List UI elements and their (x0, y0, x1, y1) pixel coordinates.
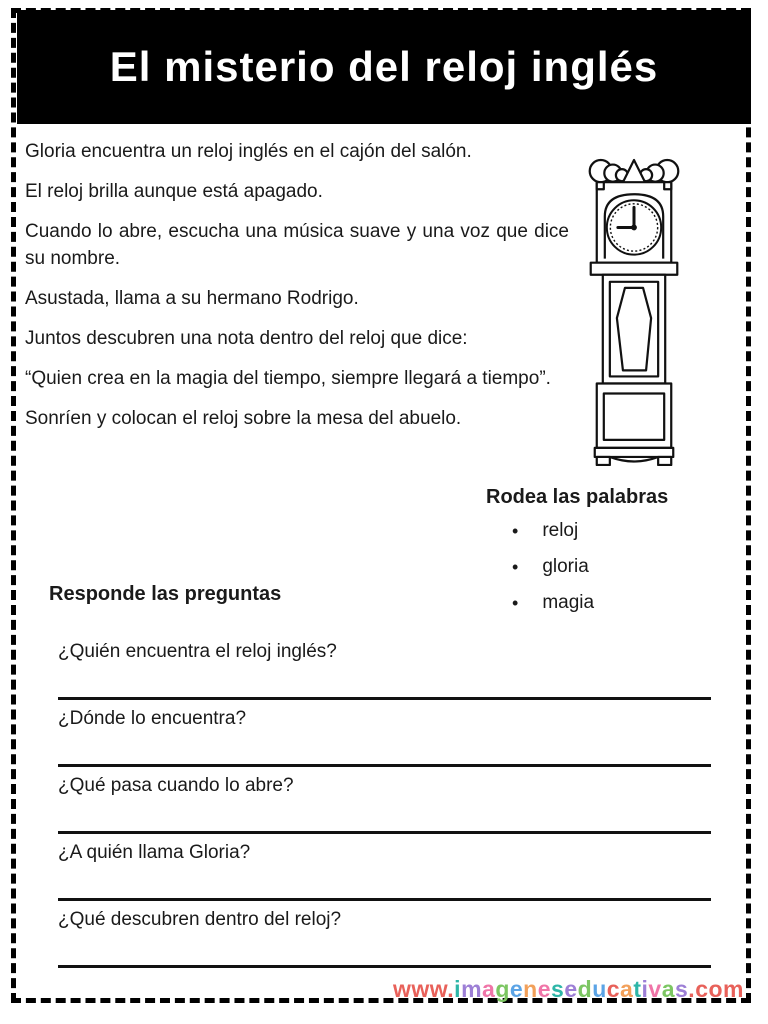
bullet-icon: • (512, 593, 519, 613)
passage-paragraph: “Quien crea en la magia del tiempo, siempre llegará a tiempo”. (25, 368, 551, 389)
page-title: El misterio del reloj inglés (109, 43, 659, 90)
answer-line (58, 898, 711, 901)
worksheet-header (17, 10, 751, 124)
question-text: ¿A quién llama Gloria? (58, 842, 251, 863)
bullet-icon: • (512, 557, 519, 577)
passage-paragraph: El reloj brilla aunque está apagado. (25, 181, 323, 202)
question-block (58, 842, 711, 901)
footer-url: www.imageneseducativas.com (392, 976, 744, 1002)
circle-word: magia (542, 592, 595, 613)
question-block (58, 775, 711, 834)
question-text: ¿Dónde lo encuentra? (58, 708, 247, 729)
list-item (486, 590, 668, 616)
grandfather-clock-illustration (586, 154, 682, 466)
bullet-icon: • (512, 521, 519, 541)
grandfather-clock-icon (586, 154, 682, 466)
answer-line (58, 764, 711, 767)
question-text: ¿Qué descubren dentro del reloj? (58, 909, 342, 930)
passage-paragraph: Asustada, llama a su hermano Rodrigo. (25, 288, 359, 309)
reading-passage (25, 138, 569, 445)
question-block (58, 909, 711, 968)
question-text: ¿Quién encuentra el reloj inglés? (58, 641, 337, 662)
passage-paragraph: Sonríen y colocan el reloj sobre la mesa del abuelo. (25, 408, 462, 429)
list-item (486, 518, 668, 544)
list-item (486, 554, 668, 580)
answer-line (58, 697, 711, 700)
circle-words-heading: Rodea las palabras (486, 486, 669, 508)
question-block (58, 641, 711, 700)
question-text: ¿Qué pasa cuando lo abre? (58, 775, 294, 796)
questions-section (58, 641, 711, 976)
circle-word: gloria (542, 556, 589, 577)
passage-paragraph: Gloria encuentra un reloj inglés en el cajón del salón. (25, 141, 472, 162)
questions-heading: Responde las preguntas (49, 583, 282, 605)
answer-line (58, 831, 711, 834)
circle-words-section (486, 486, 668, 626)
question-block (58, 708, 711, 767)
answer-line (58, 965, 711, 968)
passage-paragraph: Cuando lo abre, escucha una música suave y una voz que dice su nombre. (25, 221, 569, 269)
passage-paragraph: Juntos descubren una nota dentro del reloj que dice: (25, 328, 468, 349)
circle-word: reloj (542, 520, 579, 541)
